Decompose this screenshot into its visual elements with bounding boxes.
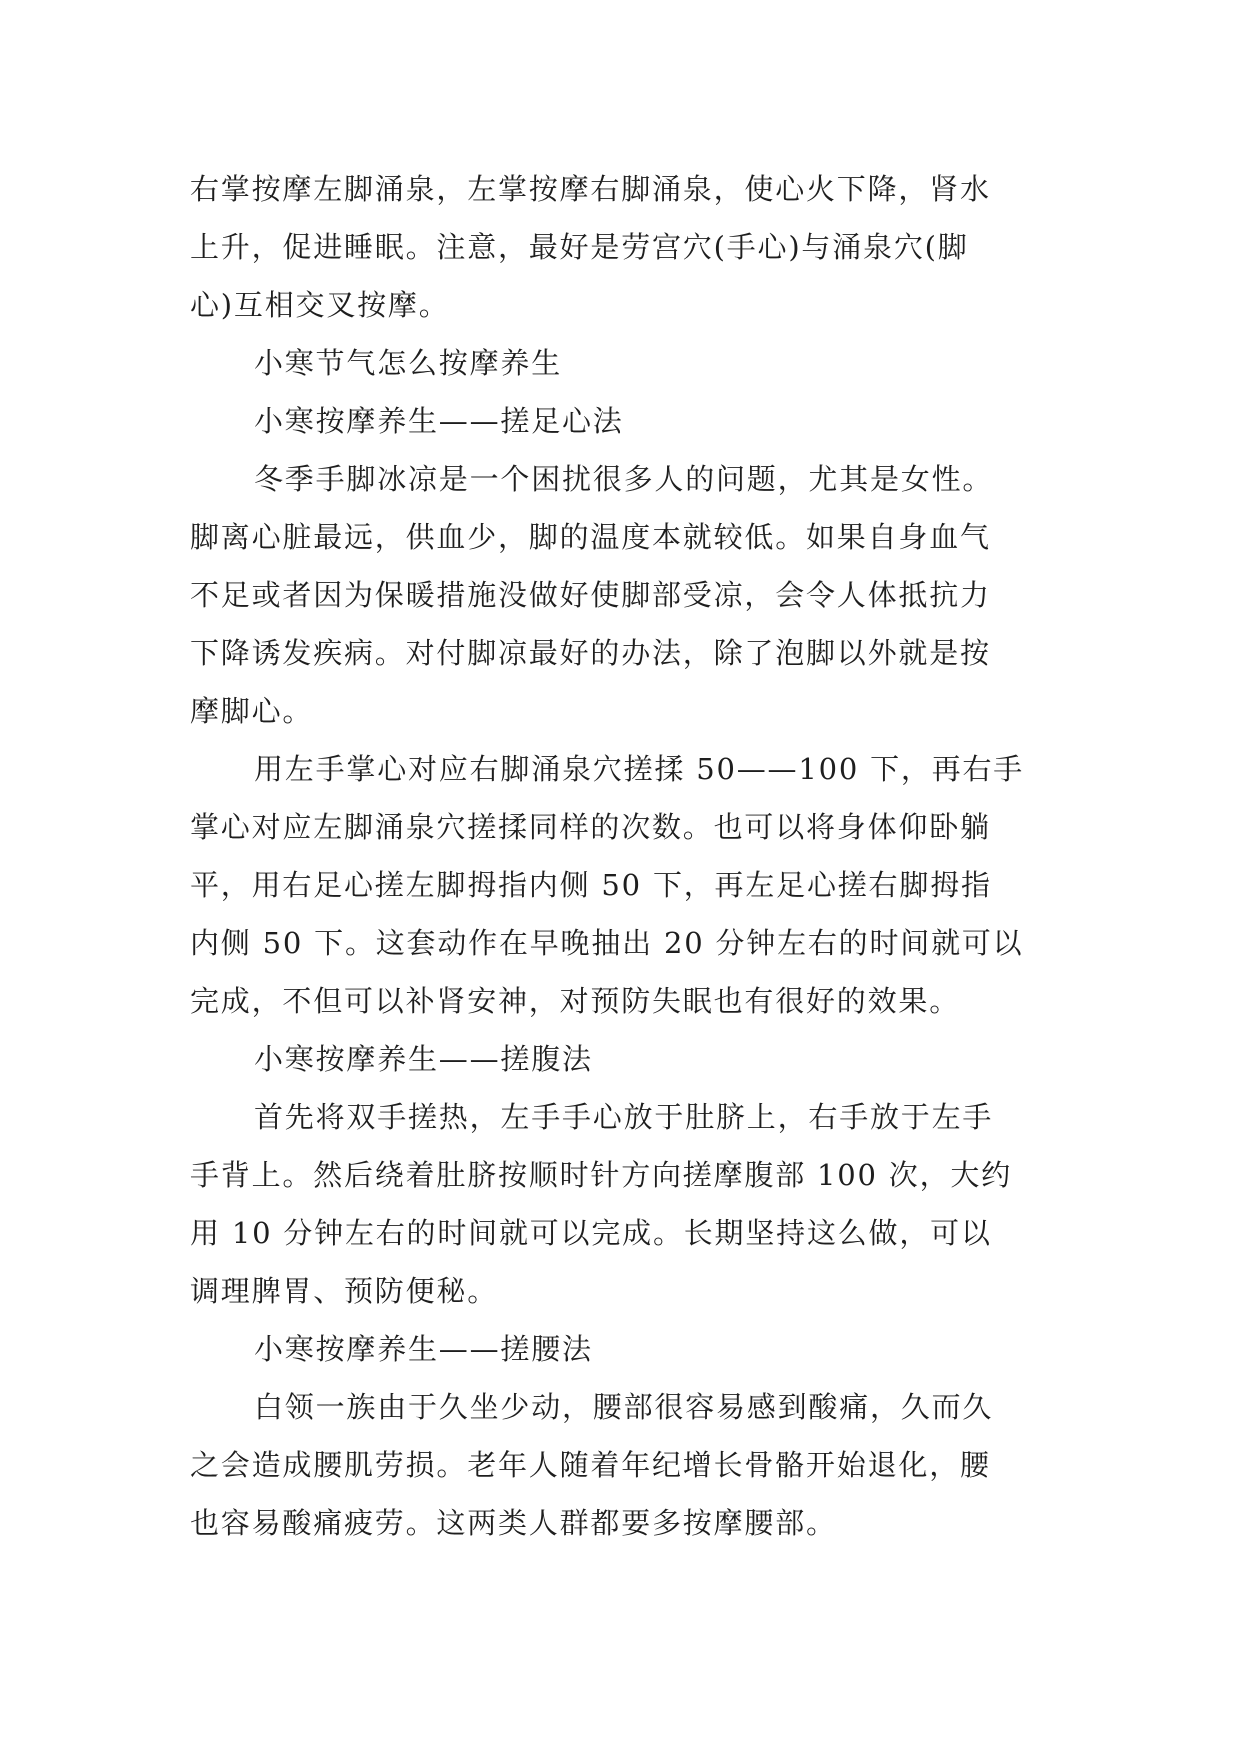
section-heading: 小寒按摩养生——搓足心法 [254, 404, 624, 438]
paragraph-first-line: 首先将双手搓热，左手手心放于肚脐上，右手放于左手 [254, 1100, 994, 1134]
section-heading: 小寒按摩养生——搓腹法 [254, 1042, 593, 1076]
text-line: 也容易酸痛疲劳。这两类人群都要多按摩腰部。 [190, 1506, 837, 1540]
paragraph-first-line: 用左手掌心对应右脚涌泉穴搓揉 50——100 下，再右手 [254, 752, 1025, 786]
text-line: 平，用右足心搓左脚拇指内侧 50 下，再左足心搓右脚拇指 [190, 868, 992, 902]
text-line: 掌心对应左脚涌泉穴搓揉同样的次数。也可以将身体仰卧躺 [190, 810, 991, 844]
document-body [190, 160, 1060, 1552]
text-line: 心)互相交叉按摩。 [190, 288, 450, 322]
paragraph-first-line: 冬季手脚冰凉是一个困扰很多人的问题，尤其是女性。 [254, 462, 994, 496]
text-line: 内侧 50 下。这套动作在早晚抽出 20 分钟左右的时间就可以 [190, 926, 1024, 960]
text-line: 用 10 分钟左右的时间就可以完成。长期坚持这么做，可以 [190, 1216, 992, 1250]
paragraph-first-line: 白领一族由于久坐少动，腰部很容易感到酸痛，久而久 [254, 1390, 994, 1424]
text-line: 下降诱发疾病。对付脚凉最好的办法，除了泡脚以外就是按 [190, 636, 991, 670]
text-line: 调理脾胃、预防便秘。 [190, 1274, 499, 1308]
section-heading: 小寒按摩养生——搓腰法 [254, 1332, 593, 1366]
text-line: 摩脚心。 [190, 694, 314, 728]
text-line: 不足或者因为保暖措施没做好使脚部受凉，会令人体抵抗力 [190, 578, 991, 612]
text-line: 右掌按摩左脚涌泉，左掌按摩右脚涌泉，使心火下降，肾水 [190, 172, 991, 206]
text-line: 脚离心脏最远，供血少，脚的温度本就较低。如果自身血气 [190, 520, 991, 554]
text-line: 手背上。然后绕着肚脐按顺时针方向搓摩腹部 100 次，大约 [190, 1158, 1012, 1192]
section-heading: 小寒节气怎么按摩养生 [254, 346, 563, 380]
text-line: 上升，促进睡眠。注意，最好是劳宫穴(手心)与涌泉穴(脚 [190, 230, 969, 264]
text-line: 完成，不但可以补肾安神，对预防失眠也有很好的效果。 [190, 984, 961, 1018]
text-line: 之会造成腰肌劳损。老年人随着年纪增长骨骼开始退化，腰 [190, 1448, 991, 1482]
